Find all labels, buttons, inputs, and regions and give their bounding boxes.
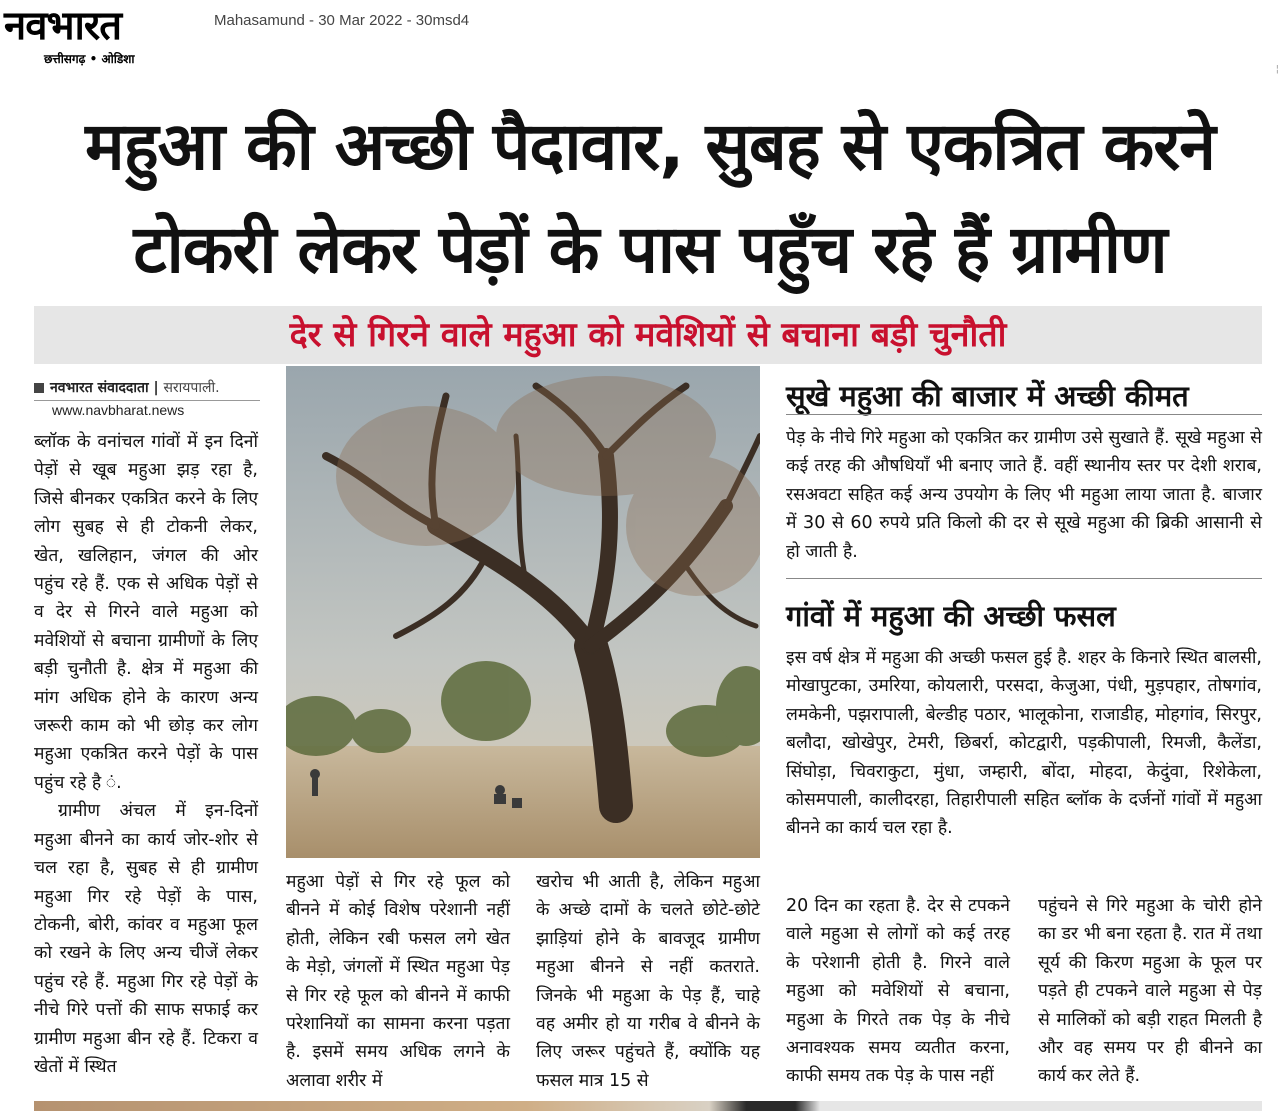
article-paragraph-5: 20 दिन का रहता है. देर से टपकने वाले महुआ से लोगों को कई तरह के परेशानी होती है. गिरने वाले महुआ को मवेशियों से बचाना, महुआ के गिरते तक पेड़ के नीचे अनावश्यक समय व्यतीत करना, काफी समय तक पेड़ के पास नहीं — [786, 896, 1010, 1087]
edition-info: Mahasamund - 30 Mar 2022 - 30msd4 — [214, 12, 470, 29]
byline — [34, 378, 264, 397]
sidebar-rule-2 — [786, 578, 1262, 579]
sidebar-section-2 — [786, 644, 1262, 843]
next-article-strip — [34, 1101, 1262, 1111]
masthead-bar — [0, 0, 1285, 75]
article-column-4 — [786, 892, 1010, 1091]
byline-reporter: नवभारत संवाददाता — [50, 380, 149, 396]
sidebar-text-2: इस वर्ष क्षेत्र में महुआ की अच्छी फसल हुई है. शहर के किनारे स्थित बालसी, मोखापुटका, उमरिया, कोयलारी, परसदा, केजुआ, पंधी, मुड़पहार, तोषगांव, लमकेनी, पझरापाली, बेल्डीह पठार, भालूकोना, राजाडीह, मोहगांव, सिरपुर, बलौदा, खोखेपुर, टेमरी, छिबर्रा, कोटद्वारी, पड़कीपाली, रिमजी, कैलेंडा, सिंघोड़ा, चिवराकुटा, मुंधा, जम्हारी, बोंदा, मोहदा, केदुंवा, रिशेकेला, कोसमपाली, कालीदरहा, तिहारीपाली सहित ब्लॉक के दर्जनों गांवों में महुआ बीनने का कार्य चल रहा है. — [786, 648, 1262, 839]
headline-line-1: महुआ की अच्छी पैदावार, सुबह से एकत्रित करने — [85, 108, 1215, 185]
article-paragraph-3: महुआ पेड़ों से गिर रहे फूल को बीनने में कोई विशेष परेशानी नहीं होती, लेकिन रबी फसल लगे खेत के मेड़ो, जंगलों में स्थित महुआ पेड़ से गिर रहे फूल को बीनने में काफी परेशानियों का सामना करना पड़ता है. इसमें समय अधिक लगने के अलावा शरीर में — [286, 872, 510, 1091]
byline-square-icon — [34, 383, 44, 393]
subheadline: देर से गिरने वाले महुआ को मवेशियों से बचाना बड़ी चुनौती — [289, 315, 1007, 355]
byline-website: www.navbharat.news — [52, 402, 185, 418]
subheadline-bar — [34, 306, 1262, 364]
article-paragraph-2: ग्रामीण अंचल में इन-दिनों महुआ बीनने का कार्य जोर-शोर से चल रहा है, सुबह से ही ग्रामीण महुआ गिर रहे पेड़ों के पास, टोकनी, बोरी, कांवर व महुआ फूल को रखने के लिए अन्य चीजें लेकर पहुंच रहे हैं. महुआ गिर रहे पेड़ों के नीचे गिरे पत्तों की साफ सफाई कर ग्रामीण महुआ बीन रहे हैं. टिकरा व खेतों में स्थित — [34, 801, 258, 1077]
article-paragraph-4: खरोच भी आती है, लेकिन महुआ के अच्छे दामों के चलते छोटे-छोटे झाड़ियां होने के बावजूद ग्रामीण महुआ बीनने से नहीं कतराते. जिनके भी महुआ के पेड़ हैं, चाहे वह अमीर हो या गरीब वे बीनने के लिए जरूर पहुंचते हैं, क्योंकि यह फसल मात्र 15 से — [536, 872, 760, 1091]
sidebar-section-1 — [786, 424, 1262, 566]
headline-line-2: टोकरी लेकर पेड़ों के पास पहुँच रहे हैं ग्रामीण — [133, 211, 1167, 288]
newspaper-logo — [4, 4, 199, 66]
sidebar-heading-1: सूखे महुआ की बाजार में अच्छी कीमत — [786, 379, 1189, 413]
logo-region: छत्तीसगढ़ • ओडिशा — [44, 52, 135, 66]
article-column-5 — [1038, 892, 1262, 1091]
byline-rule — [34, 400, 260, 401]
crop-marks: ¦ — [1275, 64, 1279, 75]
byline-place: सरायपाली. — [163, 380, 220, 396]
article-column-3 — [536, 868, 760, 1095]
article-paragraph-6: पहुंचने से गिरे महुआ के चोरी होने का डर भी बना रहता है. रात में तथा सूर्य की किरण महुआ के फूल पर पड़ते ही टपकने वाले महुआ से पेड़ से मालिकों को बड़ी राहत मिलती है और वह समय पर ही बीनने का कार्य कर लेते हैं. — [1038, 896, 1262, 1087]
article-column-2 — [286, 868, 510, 1095]
sidebar-heading-2: गांवों में महुआ की अच्छी फसल — [786, 599, 1116, 633]
article-paragraph-1: ब्लॉक के वनांचल गांवों में इन दिनों पेड़ों से खूब महुआ झड़ रहा है, जिसे बीनकर एकत्रित करने के लिए लोग सुबह से ही टोकनी लेकर, खेत, खलिहान, जंगल की ओर पहुंच रहे हैं. एक से अधिक पेड़ों से व देर से गिरने वाले महुआ को मवेशियों से बचाना ग्रामीणों के लिए बड़ी चुनौती है. क्षेत्र में महुआ की मांग अधिक होने के कारण अन्य जरूरी काम को भी छोड़ कर लोग महुआ एकत्रित करने पेड़ों के पास पहुंच रहे है ं. — [34, 432, 258, 793]
sidebar-rule-1 — [786, 414, 1262, 415]
tree-image — [286, 366, 760, 858]
sidebar-text-1: पेड़ के नीचे गिरे महुआ को एकत्रित कर ग्रामीण उसे सुखाते हैं. सूखे महुआ से कई तरह की औषधियाँ भी बनाए जाते हैं. वहीं स्थानीय स्तर पर देशी शराब, रसअवटा सहित कई अन्य उपयोग के लिए भी महुआ लाया जाता है. बाजार में 30 से 60 रुपये प्रति किलो की दर से सूखे महुआ की ब्रिकी आसानी से हो जाती है. — [786, 428, 1262, 562]
headline — [30, 95, 1270, 301]
logo-text: नवभारत — [4, 2, 122, 49]
byline-separator: | — [153, 380, 159, 396]
article-column-1 — [34, 428, 258, 1081]
mahua-tree-photo — [286, 366, 760, 858]
